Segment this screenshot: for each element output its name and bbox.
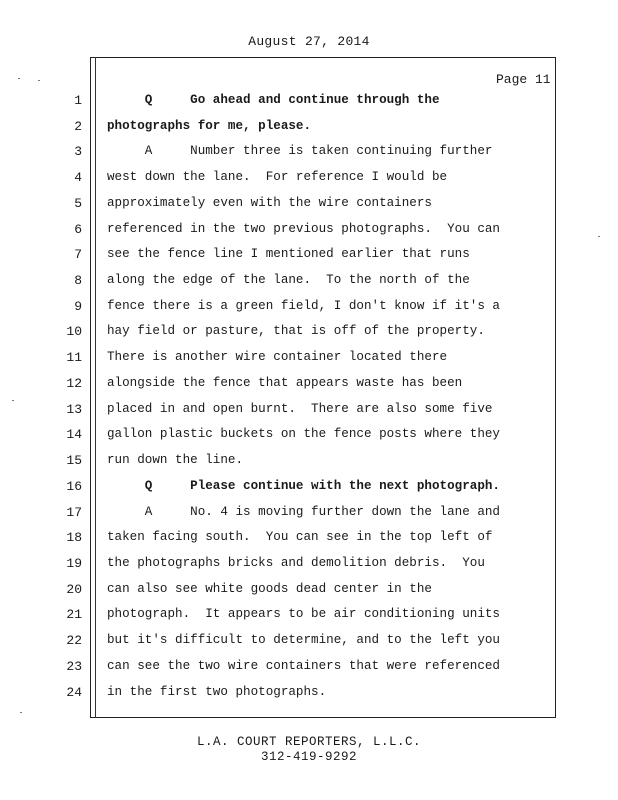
scan-speck xyxy=(38,80,40,81)
left-margin-rule xyxy=(95,57,96,718)
footer-phone: 312-419-9292 xyxy=(260,750,357,764)
transcript-line: but it's difficult to determine, and to the left you xyxy=(107,633,500,648)
line-number: 13 xyxy=(66,401,82,417)
transcript-line: photographs for me, please. xyxy=(107,118,312,133)
transcript-line: Q Go ahead and continue through the xyxy=(107,93,440,107)
footer-company: L.A. COURT REPORTERS, L.L.C. xyxy=(196,735,422,749)
scan-speck xyxy=(20,712,22,713)
transcript-line: run down the line. xyxy=(107,453,244,468)
transcript-line: referenced in the two previous photographs. You can xyxy=(107,221,500,236)
transcript-line: west down the lane. For reference I would be xyxy=(107,170,448,185)
line-number: 15 xyxy=(66,453,82,469)
line-number: 22 xyxy=(66,633,82,649)
transcript-line: in the first two photographs. xyxy=(107,684,327,699)
transcript-line: see the fence line I mentioned earlier that runs xyxy=(107,247,470,262)
line-number: 5 xyxy=(74,195,82,211)
header-date: August 27, 2014 xyxy=(248,34,370,49)
line-number: 20 xyxy=(66,581,82,597)
scan-speck xyxy=(18,78,20,79)
line-number: 10 xyxy=(66,324,82,340)
line-number: 8 xyxy=(74,273,82,289)
transcript-line: placed in and open burnt. There are also some five xyxy=(107,401,493,416)
transcript-line: taken facing south. You can see in the top left of xyxy=(107,530,493,545)
transcript-line: alongside the fence that appears waste has been xyxy=(107,375,463,390)
line-number: 23 xyxy=(66,658,82,674)
line-number: 3 xyxy=(74,144,82,160)
transcript-line: hay field or pasture, that is off of the property. xyxy=(107,324,485,339)
line-number: 6 xyxy=(74,221,82,237)
transcript-line: can see the two wire containers that were referenced xyxy=(107,658,500,673)
line-number: 1 xyxy=(74,93,82,108)
transcript-line: Q Please continue with the next photograph. xyxy=(107,478,500,493)
transcript-line: A No. 4 is moving further down the lane and xyxy=(107,504,500,519)
line-number: 19 xyxy=(66,555,82,571)
line-number: 4 xyxy=(74,170,82,186)
transcript-line: along the edge of the lane. To the north of the xyxy=(107,273,470,288)
line-number: 14 xyxy=(66,427,82,443)
line-number: 18 xyxy=(66,530,82,546)
scan-speck xyxy=(598,236,600,237)
line-number: 21 xyxy=(66,607,82,623)
transcript-line: A Number three is taken continuing further xyxy=(107,144,493,159)
line-number: 17 xyxy=(66,504,82,520)
page-number: Page 11 xyxy=(496,72,551,87)
transcript-line: There is another wire container located there xyxy=(107,350,448,365)
transcript-line: the photographs bricks and demolition debris. You xyxy=(107,555,485,570)
transcript-line: can also see white goods dead center in the xyxy=(107,581,432,596)
line-number: 12 xyxy=(66,375,82,391)
scan-speck xyxy=(12,400,14,401)
line-number: 7 xyxy=(74,247,82,263)
line-number: 2 xyxy=(74,118,82,134)
line-number: 9 xyxy=(74,298,82,314)
transcript-line: fence there is a green field, I don't know if it's a xyxy=(107,298,500,313)
transcript-line: gallon plastic buckets on the fence posts where they xyxy=(107,427,500,442)
line-number: 24 xyxy=(66,684,82,700)
transcript-line: approximately even with the wire containers xyxy=(107,195,432,210)
line-number: 16 xyxy=(66,478,82,494)
line-number: 11 xyxy=(66,350,82,366)
transcript-line: photograph. It appears to be air conditioning units xyxy=(107,607,500,622)
